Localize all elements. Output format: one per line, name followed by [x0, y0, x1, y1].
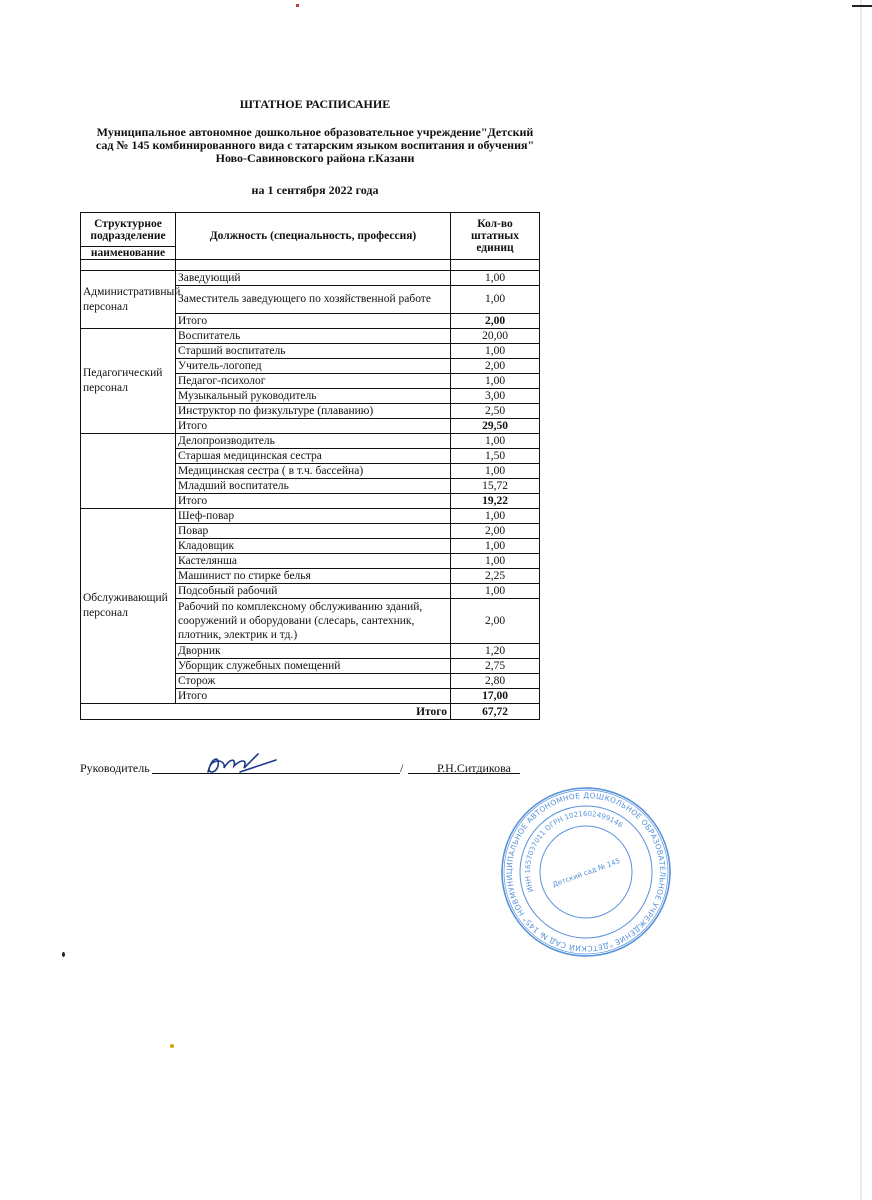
position-cell: Кладовщик — [176, 539, 451, 554]
position-cell: Итого — [176, 314, 451, 329]
position-cell: Инструктор по физкультуре (плаванию) — [176, 404, 451, 419]
count-cell: 2,50 — [451, 404, 540, 419]
staffing-table — [80, 212, 540, 720]
staffing-table-body — [81, 260, 540, 704]
count-cell: 1,00 — [451, 434, 540, 449]
count-cell: 2,75 — [451, 659, 540, 674]
signature-slash: / — [400, 761, 404, 775]
position-cell: Заведующий — [176, 271, 451, 286]
count-cell: 1,00 — [451, 539, 540, 554]
count-cell: 17,00 — [451, 689, 540, 704]
grand-total-row — [81, 704, 540, 720]
header-structural-unit: Структурное подразделение — [81, 213, 176, 247]
position-cell: Итого — [176, 689, 451, 704]
count-cell: 2,00 — [451, 599, 540, 644]
position-cell: Итого — [176, 419, 451, 434]
scan-edge-mark — [852, 5, 872, 7]
organization-name: Муниципальное автономное дошкольное образовательное учреждение"Детский сад № 145 комбинированного вида с татарским языком воспитания и обучения" Ново-Савиновского района г.Казани — [95, 125, 535, 165]
stamp-inner-text: ИНН 1657037011 ОГРН 1021602499146 — [523, 809, 625, 894]
document-title: ШТАТНОЕ РАСПИСАНИЕ — [239, 97, 391, 111]
count-cell: 1,00 — [451, 554, 540, 569]
count-cell: 1,00 — [451, 584, 540, 599]
position-cell: Старший воспитатель — [176, 344, 451, 359]
position-cell: Итого — [176, 494, 451, 509]
count-cell: 2,00 — [451, 314, 540, 329]
count-cell: 1,00 — [451, 271, 540, 286]
document-date: на 1 сентября 2022 года — [251, 183, 379, 197]
header-name: наименование — [81, 247, 176, 260]
table-spacer-row — [81, 260, 540, 271]
handwritten-signature — [200, 752, 280, 778]
signatory-name: Р.Н.Ситдикова — [437, 761, 511, 775]
department-cell — [81, 434, 176, 509]
header-position: Должность (специальность, профессия) — [176, 213, 451, 260]
count-cell: 1,50 — [451, 449, 540, 464]
count-cell: 2,00 — [451, 524, 540, 539]
count-cell: 1,20 — [451, 644, 540, 659]
position-cell: Младший воспитатель — [176, 479, 451, 494]
position-cell: Рабочий по комплексному обслуживанию зданий, сооружений и оборудовани (слесарь, сантехник, плотник, электрик и тд.) — [176, 599, 451, 644]
count-cell: 3,00 — [451, 389, 540, 404]
count-cell: 2,80 — [451, 674, 540, 689]
count-cell: 29,50 — [451, 419, 540, 434]
signature-line — [80, 761, 540, 779]
position-cell: Педагог-психолог — [176, 374, 451, 389]
count-cell: 2,25 — [451, 569, 540, 584]
position-cell: Учитель-логопед — [176, 359, 451, 374]
department-cell: Обслуживающий персонал — [81, 509, 176, 704]
position-cell: Дворник — [176, 644, 451, 659]
grand-total-label: Итого — [81, 704, 451, 720]
position-cell: Кастелянша — [176, 554, 451, 569]
position-cell: Музыкальный руководитель — [176, 389, 451, 404]
signature-label: Руководитель — [80, 761, 150, 775]
table-row — [81, 434, 540, 449]
table-row — [81, 509, 540, 524]
count-cell: 1,00 — [451, 464, 540, 479]
count-cell: 1,00 — [451, 344, 540, 359]
position-cell: Сторож — [176, 674, 451, 689]
official-stamp — [496, 782, 676, 962]
department-cell: Педагогический персонал — [81, 329, 176, 434]
table-row — [81, 329, 540, 344]
stamp-outer-text: МУНИЦИПАЛЬНОЕ АВТОНОМНОЕ ДОШКОЛЬНОЕ ОБРАЗОВАТЕЛЬНОЕ УЧРЕЖДЕНИЕ "ДЕТСКИЙ САД № 145" НОВО-САВИНОВСКОГО — [504, 790, 668, 954]
count-cell: 2,00 — [451, 359, 540, 374]
scan-speck — [170, 1044, 174, 1048]
count-cell: 1,00 — [451, 374, 540, 389]
grand-total-count: 67,72 — [451, 704, 540, 720]
count-cell: 1,00 — [451, 286, 540, 314]
position-cell: Шеф-повар — [176, 509, 451, 524]
count-cell: 20,00 — [451, 329, 540, 344]
position-cell: Воспитатель — [176, 329, 451, 344]
stamp-center-text: Детский сад № 145 — [551, 856, 622, 889]
position-cell: Подсобный рабочий — [176, 584, 451, 599]
header-count: Кол-во штатных единиц — [451, 213, 540, 260]
count-cell: 19,22 — [451, 494, 540, 509]
department-cell: Административный персонал — [81, 271, 176, 329]
count-cell: 1,00 — [451, 509, 540, 524]
position-cell: Повар — [176, 524, 451, 539]
position-cell: Машинист по стирке белья — [176, 569, 451, 584]
position-cell: Делопроизводитель — [176, 434, 451, 449]
position-cell: Заместитель заведующего по хозяйственной работе — [176, 286, 451, 314]
position-cell: Медицинская сестра ( в т.ч. бассейна) — [176, 464, 451, 479]
position-cell: Уборщик служебных помещений — [176, 659, 451, 674]
table-row — [81, 271, 540, 286]
position-cell: Старшая медицинская сестра — [176, 449, 451, 464]
count-cell: 15,72 — [451, 479, 540, 494]
scan-speck — [62, 952, 65, 957]
